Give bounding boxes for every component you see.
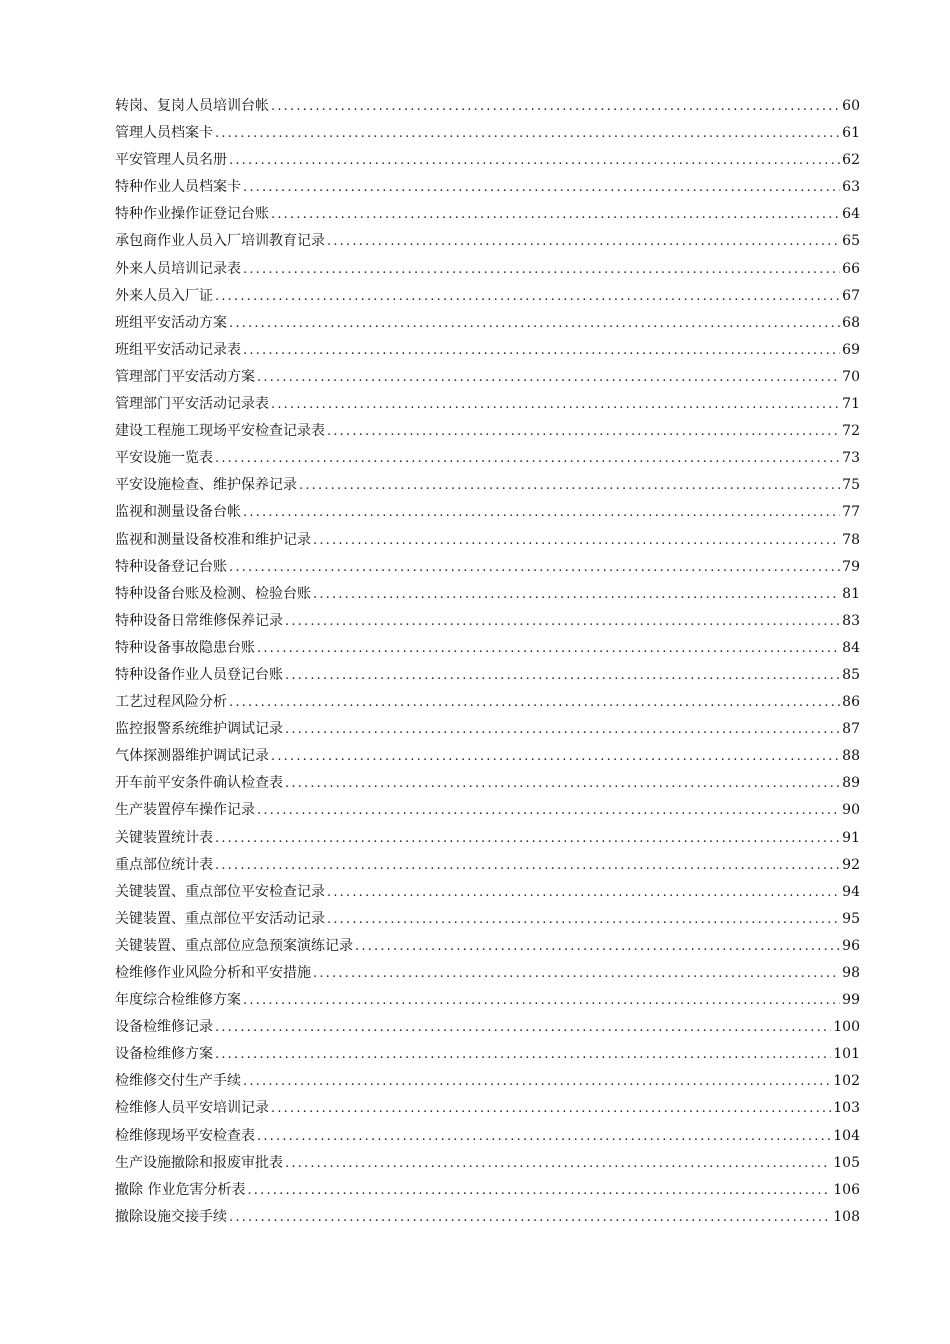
toc-entry-page-number: 69 [842,341,860,358]
toc-entry-page-number: 94 [842,883,860,900]
toc-entry-page-number: 96 [842,937,860,954]
toc-entry-title: 撤除设施交接手续 [115,1208,227,1225]
toc-entry[interactable] [115,96,860,123]
toc-entry[interactable] [115,204,860,231]
toc-entry-page-number: 61 [842,125,860,142]
toc-entry-title: 建设工程施工现场平安检查记录表 [115,423,325,440]
toc-entry[interactable] [115,286,860,313]
toc-entry-title: 开车前平安条件确认检查表 [115,775,283,792]
toc-entry[interactable] [115,692,860,719]
toc-leader-dots [313,585,840,605]
toc-entry-title: 撤除 作业危害分析表 [115,1181,246,1198]
toc-entry-page-number: 81 [842,585,860,602]
toc-entry[interactable] [115,394,860,421]
toc-leader-dots [229,693,840,713]
toc-entry[interactable] [115,990,860,1017]
toc-entry-title: 工艺过程风险分析 [115,694,227,711]
toc-entry-page-number: 95 [842,910,860,927]
toc-leader-dots [257,801,840,821]
toc-leader-dots [327,232,840,252]
toc-leader-dots [243,178,840,198]
toc-entry[interactable] [115,800,860,827]
toc-leader-dots [285,612,840,632]
toc-entry-title: 特种设备日常维修保养记录 [115,612,283,629]
toc-entry-page-number: 87 [842,721,860,738]
toc-leader-dots [215,449,840,469]
toc-leader-dots [257,1127,831,1147]
toc-leader-dots [313,964,840,984]
toc-entry-title: 重点部位统计表 [115,856,213,873]
toc-entry[interactable] [115,746,860,773]
toc-entry-title: 特种作业操作证登记台账 [115,206,269,223]
toc-entry[interactable] [115,584,860,611]
toc-entry-title: 外来人员培训记录表 [115,260,241,277]
toc-leader-dots [215,829,840,849]
toc-entry-title: 气体探测器维护调试记录 [115,748,269,765]
toc-leader-dots [243,341,840,361]
toc-entry-page-number: 72 [842,423,860,440]
toc-entry-page-number: 103 [833,1100,860,1117]
toc-leader-dots [327,422,840,442]
toc-leader-dots [215,124,840,144]
toc-entry-page-number: 106 [833,1181,860,1198]
toc-leader-dots [215,1045,831,1065]
toc-leader-dots [215,287,840,307]
toc-entry-page-number: 85 [842,666,860,683]
toc-entry[interactable] [115,340,860,367]
toc-leader-dots [247,1181,831,1201]
toc-entry-title: 关键装置统计表 [115,829,213,846]
toc-entry[interactable] [115,936,860,963]
toc-leader-dots [271,97,840,117]
toc-entry-title: 监控报警系统维护调试记录 [115,721,283,738]
toc-entry-page-number: 75 [842,477,860,494]
toc-entry-title: 平安设施一览表 [115,450,213,467]
toc-entry[interactable] [115,1180,860,1207]
toc-entry[interactable] [115,611,860,638]
toc-entry-title: 设备检维修记录 [115,1019,213,1036]
toc-entry-title: 转岗、复岗人员培训台帐 [115,98,269,114]
toc-entry[interactable] [115,909,860,936]
toc-entry-title: 特种设备事故隐患台账 [115,639,255,656]
toc-entry-title: 管理人员档案卡 [115,125,213,142]
toc-entry-title: 生产设施撤除和报废审批表 [115,1154,283,1171]
toc-leader-dots [215,856,840,876]
toc-entry[interactable] [115,259,860,286]
toc-entry-title: 关键装置、重点部位平安检查记录 [115,883,325,900]
toc-entry-title: 班组平安活动记录表 [115,341,241,358]
toc-entry-page-number: 98 [842,965,860,981]
toc-entry-page-number: 67 [842,287,860,304]
toc-entry-page-number: 66 [842,260,860,277]
toc-leader-dots [243,503,840,523]
toc-entry-page-number: 70 [842,368,860,385]
toc-entry-page-number: 99 [842,992,860,1009]
toc-entry-page-number: 79 [842,558,860,575]
toc-entry-page-number: 78 [842,531,860,548]
toc-entry-page-number: 65 [842,233,860,250]
toc-entry-page-number: 104 [833,1127,860,1144]
toc-entry-page-number: 84 [842,639,860,656]
toc-leader-dots [285,774,840,794]
toc-entry-page-number: 86 [842,694,860,711]
toc-entry-page-number: 100 [833,1019,860,1036]
toc-entry[interactable] [115,530,860,557]
toc-entry-title: 特种设备台账及检测、检验台账 [115,585,311,602]
toc-entry[interactable] [115,665,860,692]
table-of-contents [115,96,860,1234]
toc-entry[interactable] [115,557,860,584]
toc-entry-title: 关键装置、重点部位平安活动记录 [115,910,325,927]
toc-entry-title: 承包商作业人员入厂培训教育记录 [115,233,325,250]
toc-entry[interactable] [115,231,860,258]
toc-entry-title: 平安管理人员名册 [115,152,227,169]
toc-leader-dots [229,1208,831,1228]
toc-leader-dots [355,937,840,957]
toc-entry[interactable] [115,1207,860,1234]
toc-entry-title: 外来人员入厂证 [115,287,213,304]
toc-entry-title: 检维修作业风险分析和平安措施 [115,965,311,981]
toc-entry[interactable] [115,448,860,475]
toc-entry[interactable] [115,150,860,177]
toc-entry-page-number: 88 [842,748,860,765]
toc-entry-title: 平安设施检查、维护保养记录 [115,477,297,494]
toc-entry-page-number: 64 [842,206,860,223]
toc-entry-title: 生产装置停车操作记录 [115,802,255,819]
toc-entry-page-number: 71 [842,396,860,413]
toc-leader-dots [271,395,840,415]
toc-entry-title: 特种设备登记台账 [115,558,227,575]
toc-entry-title: 检维修交付生产手续 [115,1073,241,1090]
toc-entry-title: 检维修人员平安培训记录 [115,1100,269,1117]
toc-leader-dots [271,205,840,225]
toc-entry-page-number: 91 [842,829,860,846]
toc-entry-title: 设备检维修方案 [115,1046,213,1063]
toc-entry-page-number: 77 [842,504,860,521]
toc-entry[interactable] [115,475,860,502]
toc-leader-dots [285,720,840,740]
toc-entry-title: 管理部门平安活动方案 [115,368,255,385]
toc-entry[interactable] [115,1126,860,1153]
toc-leader-dots [327,910,840,930]
toc-entry-title: 监视和测量设备台帐 [115,504,241,521]
toc-leader-dots [243,1072,831,1092]
toc-leader-dots [229,314,840,334]
toc-entry[interactable] [115,421,860,448]
toc-entry-page-number: 63 [842,179,860,196]
toc-entry-page-number: 73 [842,450,860,467]
toc-leader-dots [285,666,840,686]
toc-entry-page-number: 60 [842,98,860,114]
toc-entry[interactable] [115,773,860,800]
toc-entry[interactable] [115,963,860,990]
toc-entry-page-number: 105 [833,1154,860,1171]
toc-leader-dots [243,991,840,1011]
toc-leader-dots [299,476,840,496]
toc-entry[interactable] [115,828,860,855]
toc-entry-title: 特种作业人员档案卡 [115,179,241,196]
toc-leader-dots [257,639,840,659]
toc-leader-dots [327,883,840,903]
toc-entry-page-number: 108 [833,1208,860,1225]
toc-leader-dots [313,531,840,551]
toc-entry-page-number: 92 [842,856,860,873]
toc-entry[interactable] [115,1017,860,1044]
toc-entry-page-number: 102 [833,1073,860,1090]
toc-entry[interactable] [115,1044,860,1071]
toc-entry-title: 监视和测量设备校准和维护记录 [115,531,311,548]
toc-entry[interactable] [115,719,860,746]
toc-leader-dots [243,260,840,280]
toc-leader-dots [257,368,840,388]
toc-entry-page-number: 101 [833,1046,860,1063]
toc-leader-dots [229,558,840,578]
toc-leader-dots [271,747,840,767]
toc-entry[interactable] [115,177,860,204]
toc-leader-dots [215,1018,831,1038]
toc-entry-page-number: 90 [842,802,860,819]
toc-entry[interactable] [115,367,860,394]
toc-leader-dots [285,1154,831,1174]
toc-entry-page-number: 62 [842,152,860,169]
toc-entry-title: 检维修现场平安检查表 [115,1127,255,1144]
toc-leader-dots [229,151,840,171]
toc-entry-title: 特种设备作业人员登记台账 [115,666,283,683]
toc-entry[interactable] [115,1098,860,1125]
toc-entry-page-number: 89 [842,775,860,792]
toc-entry[interactable] [115,123,860,150]
toc-entry[interactable] [115,638,860,665]
toc-leader-dots [271,1099,831,1119]
toc-entry-title: 年度综合检维修方案 [115,992,241,1009]
toc-entry-page-number: 68 [842,314,860,331]
toc-entry[interactable] [115,882,860,909]
toc-entry[interactable] [115,1071,860,1098]
toc-entry[interactable] [115,502,860,529]
toc-entry-page-number: 83 [842,612,860,629]
toc-entry-title: 管理部门平安活动记录表 [115,396,269,413]
toc-entry[interactable] [115,855,860,882]
toc-entry-title: 班组平安活动方案 [115,314,227,331]
toc-entry[interactable] [115,313,860,340]
toc-entry-title: 关键装置、重点部位应急预案演练记录 [115,937,353,954]
toc-entry[interactable] [115,1153,860,1180]
